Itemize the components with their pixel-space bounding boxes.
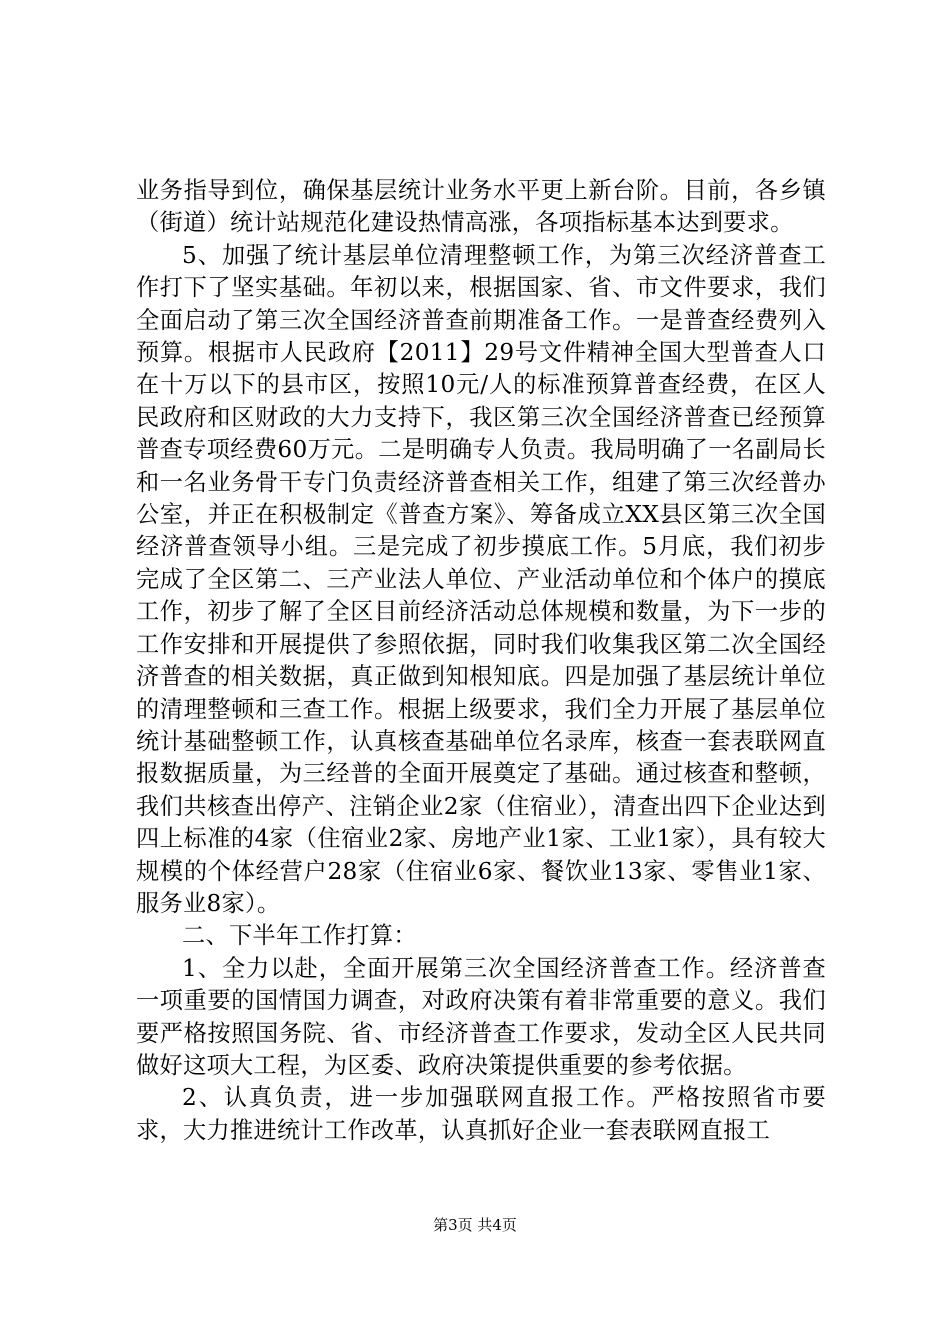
paragraph-3: 1、全力以赴，全面开展第三次全国经济普查工作。经济普查一项重要的国情国力调查，对政府决策有着非常重要的意义。我们要严格按照国务院、省、市经济普查工作要求，发动全区人民共同做好这项大工程，为区委、政府决策提供重要的参考依据。 (136, 954, 826, 1079)
page-number-footer: 第3页 共4页 (433, 1216, 517, 1234)
paragraph-4: 2、认真负责，进一步加强联网直报工作。严格按照省市要求，大力推进统计工作改革，认真抓好企业一套表联网直报工 (136, 1084, 826, 1144)
paragraph-1: 业务指导到位，确保基层统计业务水平更上新台阶。目前，各乡镇（街道）统计站规范化建设热情高涨，各项指标基本达到要求。 (136, 177, 826, 237)
section-heading: 二、下半年工作打算： (182, 922, 417, 950)
paragraph-2: 5、加强了统计基层单位清理整顿工作，为第三次经济普查工作打下了坚实基础。年初以来，根据国家、省、市文件要求，我们全面启动了第三次全国经济普查前期准备工作。一是普查经费列入预算。根据市人民政府【2011】29号文件精神全国大型普查人口在十万以下的县市区，按照10元/人的标准预算普查经费，在区人民政府和区财政的大力支持下，我区第三次全国经济普查已经预算普查专项经费60万元。二是明确专人负责。我局明确了一名副局长和一名业务骨干专门负责经济普查相关工作，组建了第三次经普办公室，并正在积极制定《普查方案》、筹备成立XX县区第三次全国经济普查领导小组。三是完成了初步摸底工作。5月底，我们初步完成了全区第二、三产业法人单位、产业活动单位和个体户的摸底工作，初步了解了全区目前经济活动总体规模和数量，为下一步的工作安排和开展提供了参照依据，同时我们收集我区第二次全国经济普查的相关数据，真正做到知根知底。四是加强了基层统计单位的清理整顿和三查工作。根据上级要求，我们全力开展了基层单位统计基础整顿工作，认真核查基础单位名录库，核查一套表联网直报数据质量，为三经普的全面开展奠定了基础。通过核查和整顿，我们共核查出停产、注销企业2家（住宿业），清查出四下企业达到四上标准的4家（住宿业2家、房地产业1家、工业1家），具有较大规模的个体经营户28家（住宿业6家、餐饮业13家、零售业1家、服务业8家）。 (136, 241, 826, 917)
document-body (136, 175, 826, 1147)
